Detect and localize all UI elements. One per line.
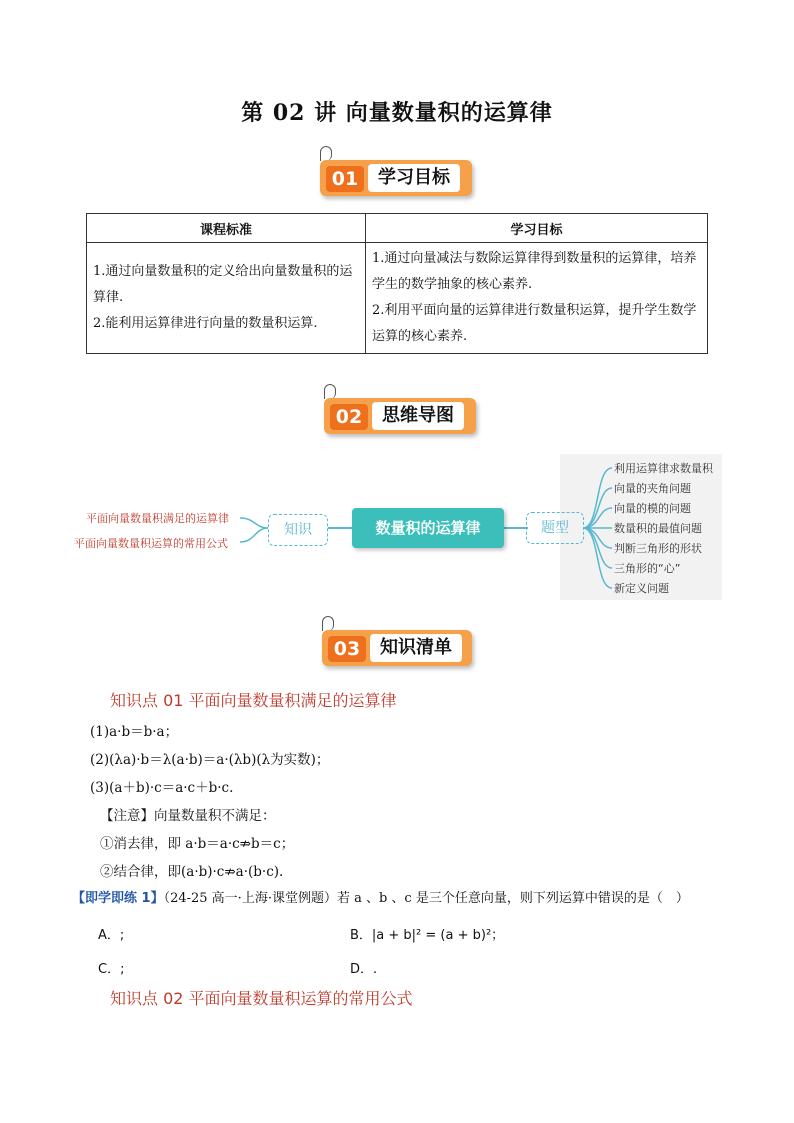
section-badge-knowledge	[322, 630, 472, 666]
goal-text: 1.通过向量减法与数除运算律得到数量积的运算律，培养学生的数学抽象的核心素养.	[372, 251, 697, 292]
mind-map-leaf: 向量的夹角问题	[614, 482, 691, 495]
knowledge-point-title: 知识点 02 平面向量数量积运算的常用公式	[110, 989, 413, 1008]
practice-question	[72, 887, 689, 906]
mind-map-node-knowledge: 知识	[268, 514, 328, 546]
option-d[interactable]: D．.	[350, 962, 378, 977]
formula-line: (3)(a＋b)·c＝a·c＋b·c.	[90, 780, 234, 796]
section-badge-goals	[320, 160, 472, 196]
mind-map-leaf: 数量积的最值问题	[614, 522, 702, 535]
mind-map-leaf: 向量的模的问题	[614, 502, 691, 515]
note-line: 【注意】向量数量积不满足：	[100, 808, 276, 824]
practice-text: （24-25 高一·上海·课堂例题）若 a 、b 、c 是三个任意向量，则下列运算中错误的是（ ）	[163, 891, 689, 906]
goal-text: 2.利用平面向量的运算律进行数量积运算，提升学生数学运算的核心素养.	[372, 303, 697, 344]
mind-map-leaf: 平面向量数量积运算的常用公式	[74, 537, 228, 550]
mind-map-node-types: 题型	[526, 512, 584, 544]
section-badge-mindmap	[324, 398, 476, 434]
hook-icon	[324, 384, 336, 399]
mind-map-center: 数量积的运算律	[352, 508, 504, 548]
table-cell	[366, 243, 708, 354]
formula-line: (2)(λa)·b＝λ(a·b)＝a·(λb)(λ为实数)；	[90, 752, 330, 768]
mind-map-leaf: 新定义问题	[614, 582, 669, 595]
section-label: 学习目标	[368, 164, 460, 192]
option-b[interactable]: B．|a + b|² = (a + b)²；	[350, 928, 505, 943]
mind-map-leaf: 三角形的“心”	[614, 562, 681, 575]
formula-line: (1)a·b＝b·a；	[90, 724, 179, 740]
section-number: 02	[330, 404, 368, 430]
section-number: 01	[326, 166, 364, 192]
mind-map-leaf: 利用运算律求数量积	[614, 462, 713, 475]
option-c[interactable]: C．;	[98, 962, 125, 977]
note-line: ②结合律，即(a·b)·c⇏a·(b·c).	[100, 864, 284, 880]
hook-icon	[320, 146, 332, 161]
goal-text: 1.通过向量数量积的定义给出向量数量积的运算律.	[93, 264, 353, 305]
section-label: 思维导图	[372, 402, 464, 430]
mind-map-leaf: 判断三角形的形状	[614, 542, 702, 555]
note-line: ①消去律，即 a·b＝a·c⇏b＝c；	[100, 836, 295, 852]
table-header: 课程标准	[87, 214, 366, 243]
goals-table	[86, 213, 708, 354]
hook-icon	[322, 616, 334, 631]
option-a[interactable]: A．;	[98, 928, 125, 943]
mind-map-leaf: 平面向量数量积满足的运算律	[86, 512, 229, 525]
section-label: 知识清单	[370, 634, 462, 662]
goal-text: 2.能利用运算律进行向量的数量积运算.	[93, 316, 318, 331]
knowledge-point-title: 知识点 01 平面向量数量积满足的运算律	[110, 691, 397, 710]
practice-tag: 【即学即练 1】	[72, 891, 164, 906]
page-title: 第 02 讲 向量数量积的运算律	[241, 100, 553, 126]
table-cell	[87, 243, 366, 354]
section-number: 03	[328, 636, 366, 662]
table-header: 学习目标	[366, 214, 708, 243]
mind-map	[0, 450, 794, 610]
